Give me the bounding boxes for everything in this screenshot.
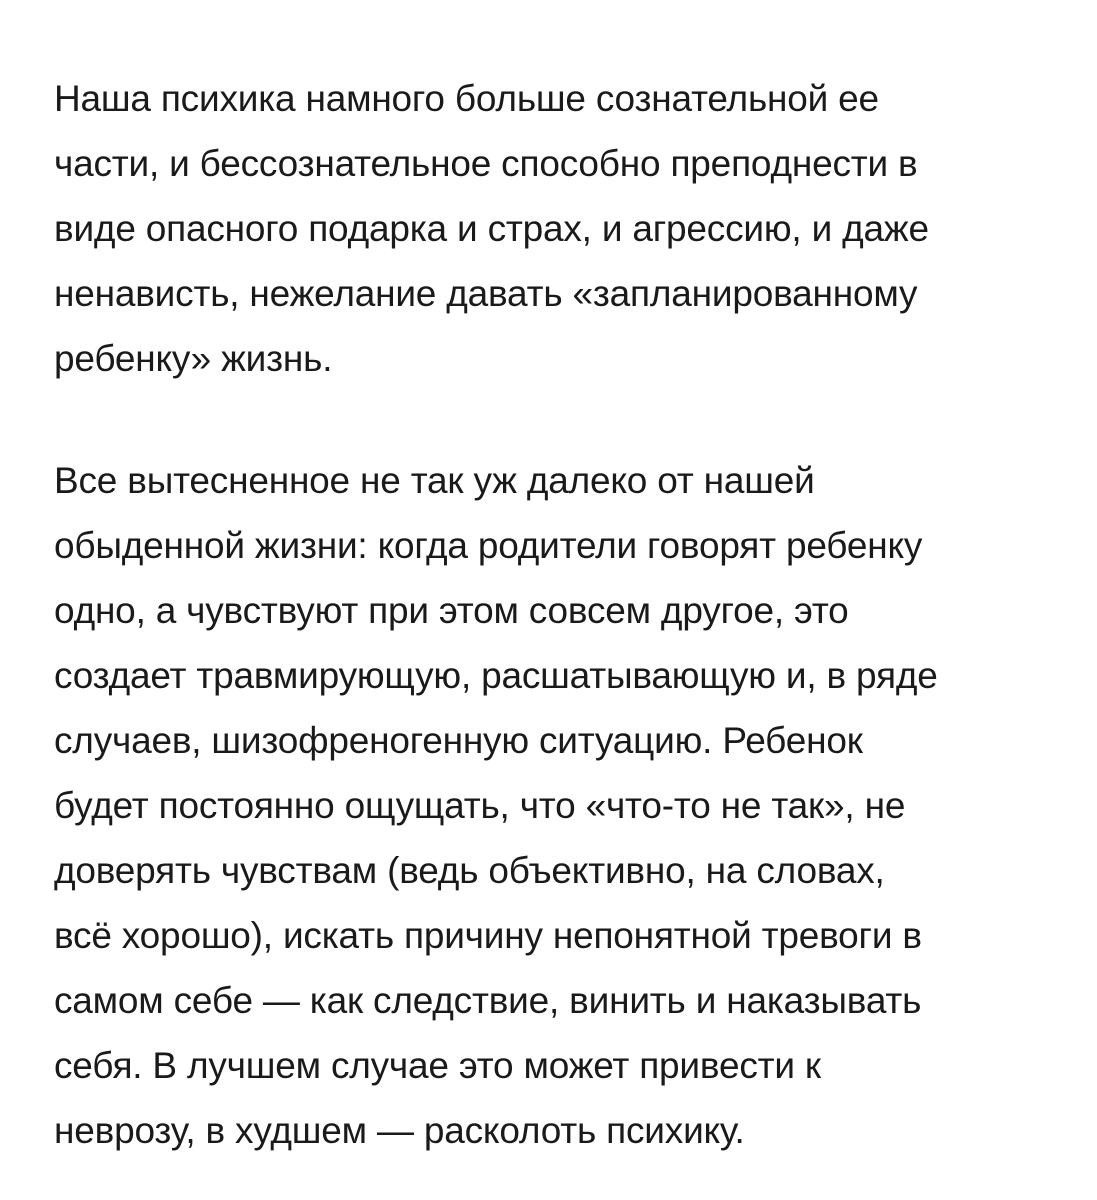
text-line: доверять чувствам (ведь объективно, на словах, xyxy=(54,850,885,891)
text-line: создает травмирующую, расшатывающую и, в ряде xyxy=(54,655,938,696)
text-line: одно, а чувствуют при этом совсем другое, это xyxy=(54,590,849,631)
text-line: ребенку» жизнь. xyxy=(54,338,333,379)
text-line: обыденной жизни: когда родители говорят ребенку xyxy=(54,525,923,566)
text-line: случаев, шизофреногенную ситуацию. Ребенок xyxy=(54,720,863,761)
text-line: будет постоянно ощущать, что «что-то не так», не xyxy=(54,785,906,826)
paragraph-2 xyxy=(54,448,1064,1163)
text-line: себя. В лучшем случае это может привести к xyxy=(54,1045,821,1086)
text-line: всё хорошо), искать причину непонятной тревоги в xyxy=(54,915,922,956)
article-body xyxy=(54,66,1064,1163)
text-line: виде опасного подарка и страх, и агрессию, и даже xyxy=(54,208,929,249)
paragraph-1 xyxy=(54,66,1064,391)
text-line: самом себе — как следствие, винить и наказывать xyxy=(54,980,922,1021)
text-line: части, и бессознательное способно преподнести в xyxy=(54,143,918,184)
text-line: неврозу, в худшем — расколоть психику. xyxy=(54,1110,745,1151)
text-line: ненависть, нежелание давать «запланированному xyxy=(54,273,918,314)
text-line: Наша психика намного больше сознательной ее xyxy=(54,78,879,119)
text-line: Все вытесненное не так уж далеко от нашей xyxy=(54,460,815,501)
